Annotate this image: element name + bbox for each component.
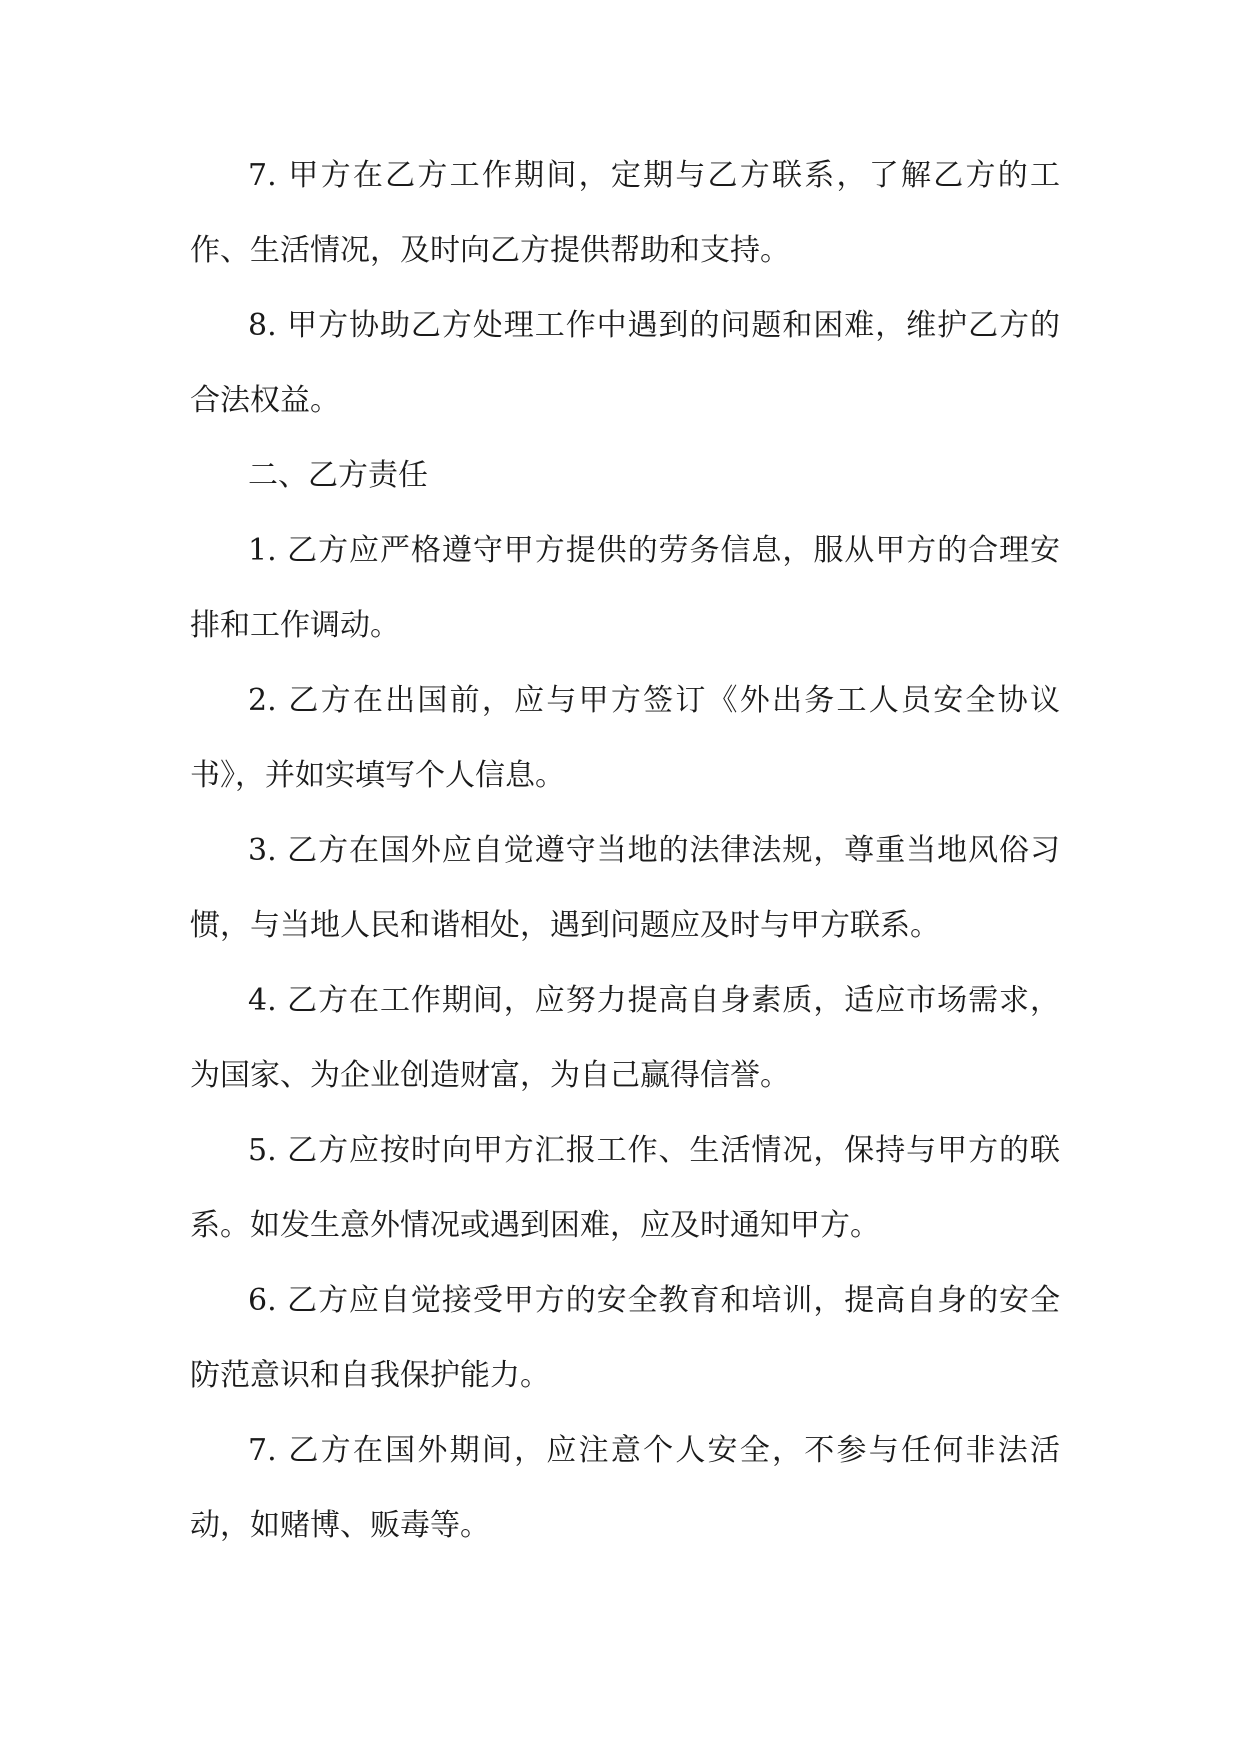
paragraph-party-b-item-2: 2. 乙方在出国前，应与甲方签订《外出务工人员安全协议书》，并如实填写个人信息。 [190, 683, 1060, 793]
paragraph-party-b-item-7: 7. 乙方在国外期间，应注意个人安全，不参与任何非法活动，如赌博、贩毒等。 [190, 1433, 1060, 1543]
paragraph-party-a-item-8: 8. 甲方协助乙方处理工作中遇到的问题和困难，维护乙方的合法权益。 [190, 308, 1060, 418]
section-heading-party-b: 二、乙方责任 [248, 458, 428, 493]
paragraph-party-a-item-7: 7. 甲方在乙方工作期间，定期与乙方联系，了解乙方的工作、生活情况，及时向乙方提供帮助和支持。 [190, 158, 1060, 268]
paragraph-party-b-item-5: 5. 乙方应按时向甲方汇报工作、生活情况，保持与甲方的联系。如发生意外情况或遇到困难，应及时通知甲方。 [190, 1133, 1060, 1243]
paragraph-party-b-item-3: 3. 乙方在国外应自觉遵守当地的法律法规，尊重当地风俗习惯，与当地人民和谐相处，遇到问题应及时与甲方联系。 [190, 833, 1060, 943]
paragraph-party-b-item-1: 1. 乙方应严格遵守甲方提供的劳务信息，服从甲方的合理安排和工作调动。 [190, 533, 1060, 643]
paragraph-party-b-item-4: 4. 乙方在工作期间，应努力提高自身素质，适应市场需求，为国家、为企业创造财富，为自己赢得信誉。 [190, 983, 1060, 1093]
document-body [190, 138, 1060, 1563]
paragraph-party-b-item-6: 6. 乙方应自觉接受甲方的安全教育和培训，提高自身的安全防范意识和自我保护能力。 [190, 1283, 1060, 1393]
